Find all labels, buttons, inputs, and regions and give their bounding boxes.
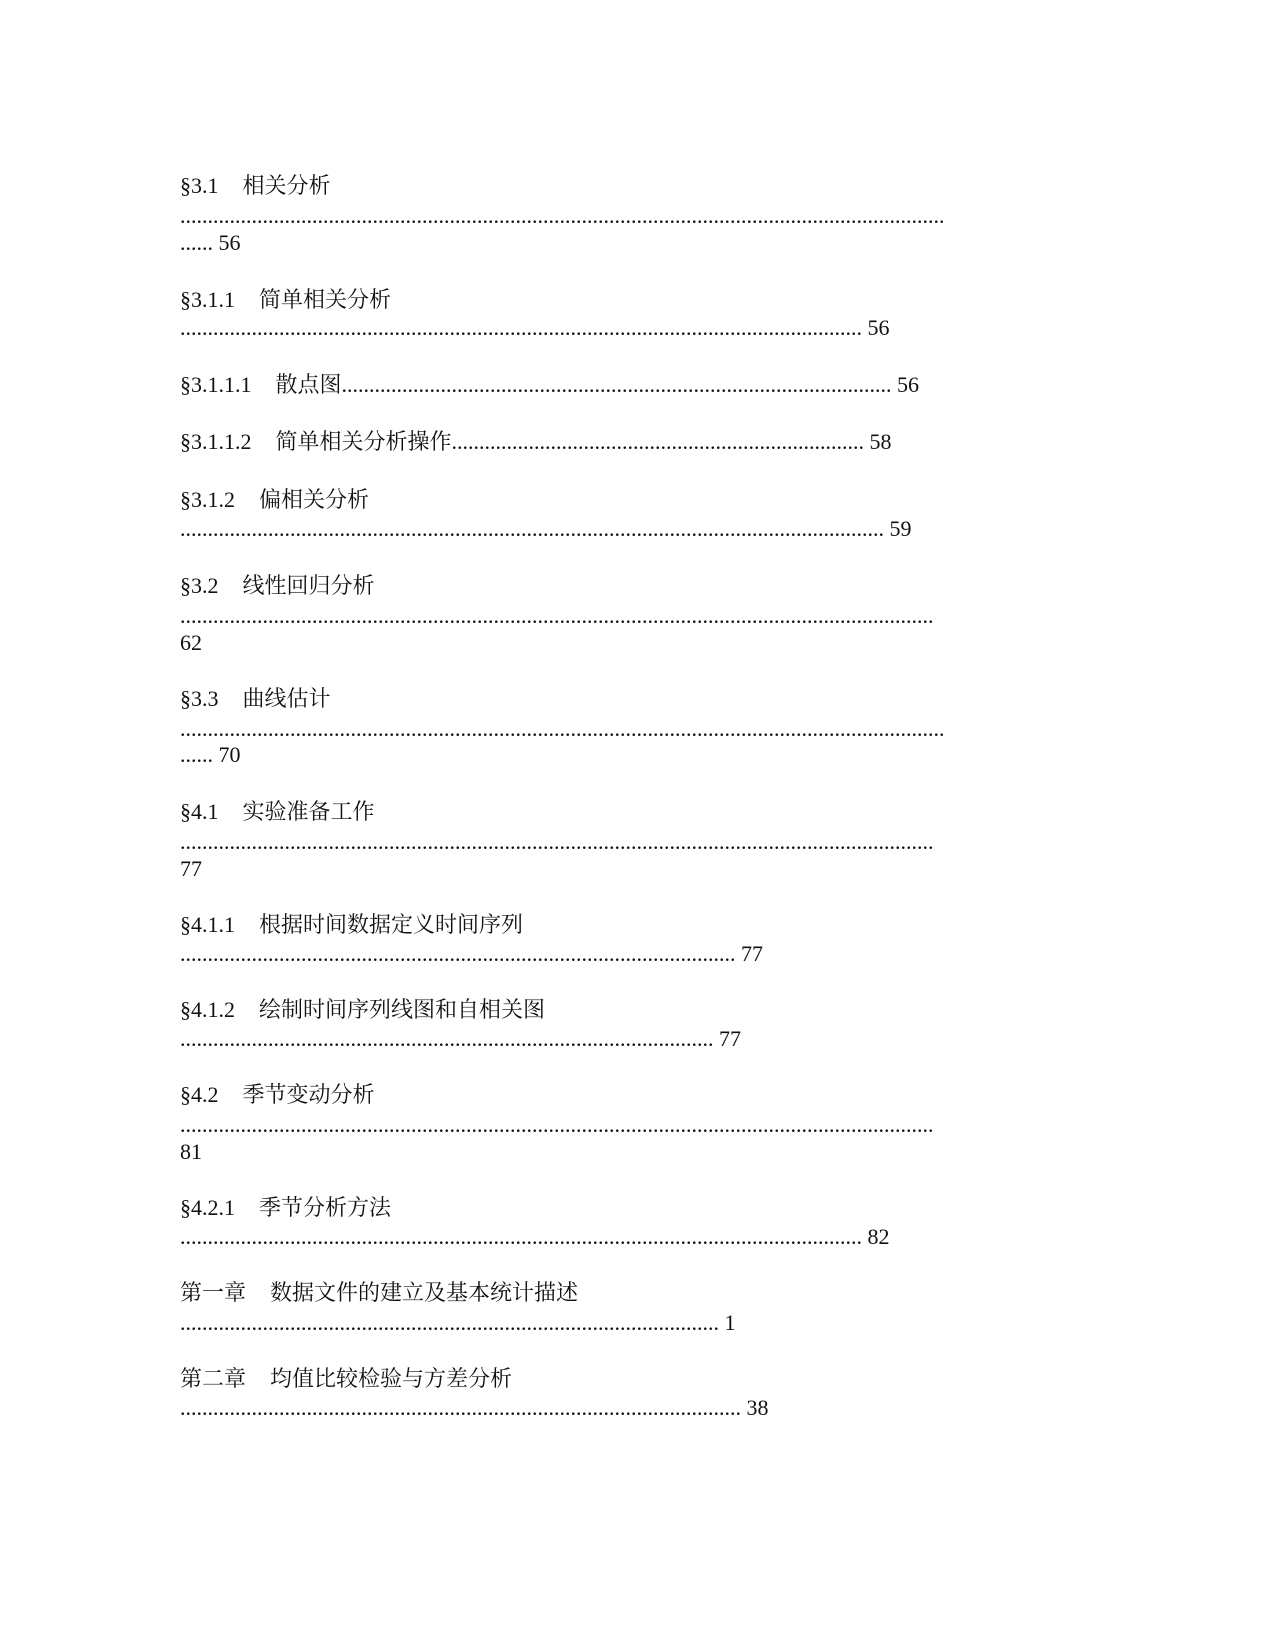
toc-leader: ......................................................................................................................................... xyxy=(180,603,934,628)
toc-entry-3-1-1-heading xyxy=(180,287,391,313)
chapter-title: 均值比较检验与方差分析 xyxy=(270,1366,513,1391)
toc-leader-with-page: .................................................................................................. 1 xyxy=(180,1310,736,1335)
toc-entry-4-2-heading xyxy=(180,1082,375,1108)
toc-leader-with-page: ................................................................................................................................ 59 xyxy=(180,516,912,541)
section-number: §3.1.2 xyxy=(180,487,235,512)
toc-entry-chapter-1-heading xyxy=(180,1280,578,1306)
toc-leader-with-page: ..................................................................................................... 77 xyxy=(180,941,763,966)
toc-leader-with-page: ........................................................................... 58 xyxy=(451,429,892,454)
toc-entry-3-1-2-heading xyxy=(180,487,369,513)
section-title: 散点图 xyxy=(275,372,342,397)
toc-leader-with-page: ............................................................................................................................ 56 xyxy=(180,315,890,340)
chapter-number: 第二章 xyxy=(180,1366,247,1391)
toc-page-number: ...... 56 xyxy=(180,230,241,255)
chapter-number: 第一章 xyxy=(180,1280,247,1305)
toc-entry-3-2-heading xyxy=(180,573,375,599)
toc-entry-chapter-2-heading xyxy=(180,1366,512,1392)
section-title: 根据时间数据定义时间序列 xyxy=(259,912,524,937)
toc-leader: ......................................................................................................................................... xyxy=(180,1112,934,1137)
section-title: 实验准备工作 xyxy=(242,799,375,824)
toc-page-number: 62 xyxy=(180,630,202,655)
toc-page-number: 77 xyxy=(180,856,202,881)
section-number: §3.3 xyxy=(180,686,219,711)
section-number: §3.1.1.2 xyxy=(180,429,252,454)
section-number: §4.1.1 xyxy=(180,912,235,937)
chapter-title: 数据文件的建立及基本统计描述 xyxy=(270,1280,579,1305)
section-number: §4.1.2 xyxy=(180,997,235,1022)
toc-entry-3-3-heading xyxy=(180,686,331,712)
toc-leader-with-page: .................................................................................................... 56 xyxy=(341,372,920,397)
toc-entry-3-1-heading xyxy=(180,173,331,199)
toc-leader-with-page: ...................................................................................................... 38 xyxy=(180,1395,769,1420)
section-title: 简单相关分析 xyxy=(259,287,392,312)
toc-leader: ........................................................................................................................................... xyxy=(180,203,945,228)
section-number: §3.2 xyxy=(180,573,219,598)
toc-entry-4-2-1-heading xyxy=(180,1195,391,1221)
section-number: §4.1 xyxy=(180,799,219,824)
toc-entry-3-1-1-2 xyxy=(180,429,892,455)
section-number: §3.1 xyxy=(180,173,219,198)
section-number: §4.2 xyxy=(180,1082,219,1107)
section-title: 绘制时间序列线图和自相关图 xyxy=(259,997,546,1022)
section-number: §3.1.1 xyxy=(180,287,235,312)
section-title: 简单相关分析操作 xyxy=(275,429,452,454)
section-title: 相关分析 xyxy=(242,173,331,198)
toc-leader: ........................................................................................................................................... xyxy=(180,716,945,741)
toc-entry-4-1-heading xyxy=(180,799,375,825)
section-number: §4.2.1 xyxy=(180,1195,235,1220)
toc-entry-4-1-2-heading xyxy=(180,997,545,1023)
toc-page-number: ...... 70 xyxy=(180,742,241,767)
toc-leader-with-page: ............................................................................................................................ 82 xyxy=(180,1224,890,1249)
section-title: 季节分析方法 xyxy=(259,1195,392,1220)
section-title: 季节变动分析 xyxy=(242,1082,375,1107)
toc-page-number: 81 xyxy=(180,1139,202,1164)
section-title: 曲线估计 xyxy=(242,686,331,711)
toc-entry-4-1-1-heading xyxy=(180,912,523,938)
section-title: 线性回归分析 xyxy=(242,573,375,598)
section-number: §3.1.1.1 xyxy=(180,372,252,397)
toc-leader: ......................................................................................................................................... xyxy=(180,829,934,854)
toc-leader-with-page: ................................................................................................. 77 xyxy=(180,1026,741,1051)
toc-entry-3-1-1-1 xyxy=(180,372,919,398)
section-title: 偏相关分析 xyxy=(259,487,370,512)
